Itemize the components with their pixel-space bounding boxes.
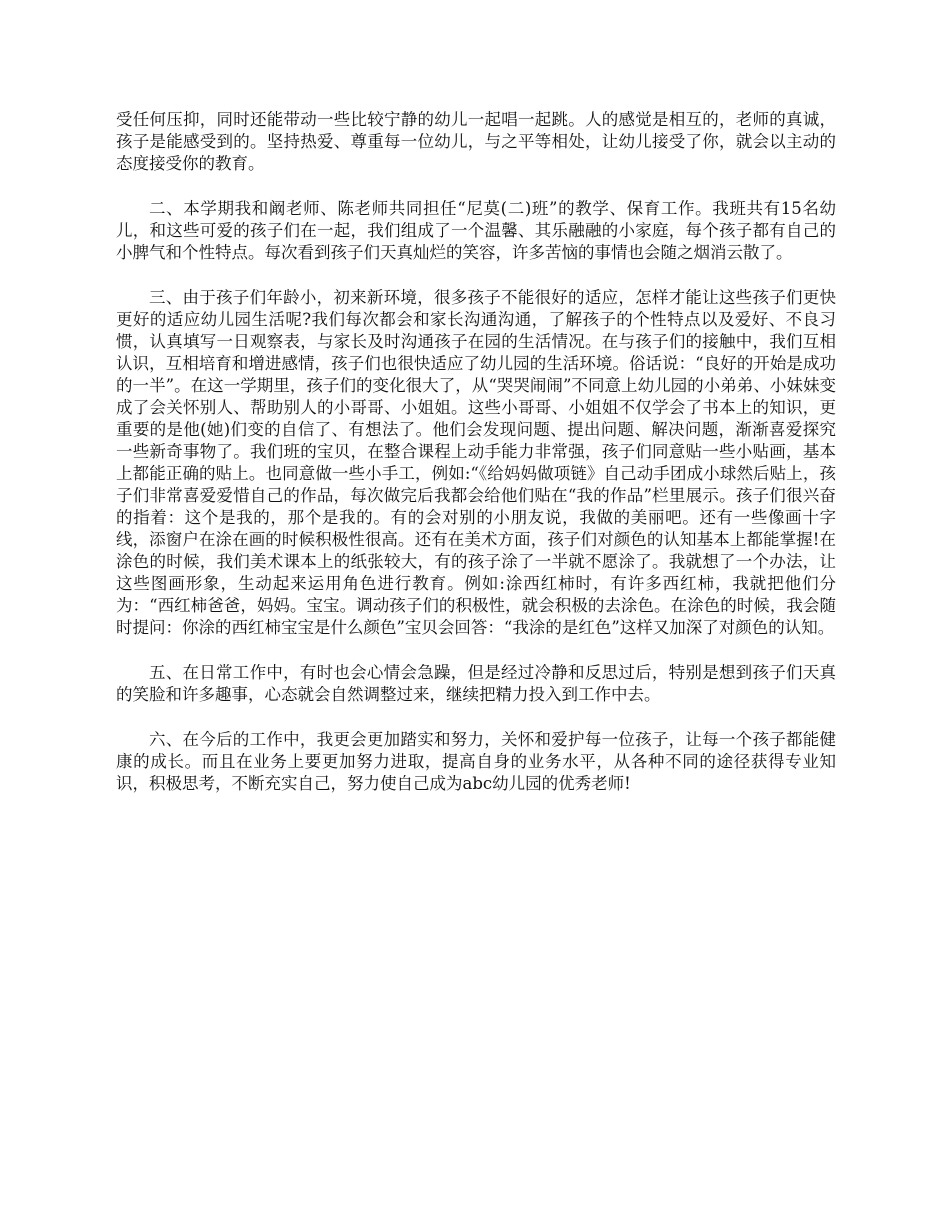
paragraph-section-5: 五、在日常工作中，有时也会心情会急躁，但是经过冷静和反思过后，特别是想到孩子们天真的笑脸和许多趣事，心态就会自然调整过来，继续把精力投入到工作中去。 <box>116 663 836 704</box>
paragraph-section-3: 三、由于孩子们年龄小，初来新环境，很多孩子不能很好的适应，怎样才能让这些孩子们更快更好的适应幼儿园生活呢?我们每次都会和家长沟通沟通，了解孩子的个性特点以及爱好、不良习惯，认真填写一日观察表，与家长及时沟通孩子在园的生活情况。在与孩子们的接触中，我们互相认识，互相培育和增进感情，孩子们也很快适应了幼儿园的生活环境。俗话说：“良好的开始是成功的一半”。在这一学期里，孩子们的变化很大了，从“哭哭闹闹”不同意上幼儿园的小弟弟、小妹妹变成了会关怀别人、帮助别人的小哥哥、小姐姐。这些小哥哥、小姐姐不仅学会了书本上的知识，更重要的是他(她)们变的自信了、有想法了。他们会发现问题、提出问题、解决问题，渐渐喜爱探究一些新奇事物了。我们班的宝贝，在整合课程上动手能力非常强，孩子们同意贴一些小贴画，基本上都能正确的贴上。也同意做一些小手工，例如:“《给妈妈做项链》自己动手团成小球然后贴上，孩子们非常喜爱爱惜自己的作品，每次做完后我都会给他们贴在“我的作品”栏里展示。孩子们很兴奋的指着：这个是我的，那个是我的。有的会对别的小朋友说，我做的美丽吧。还有一些像画十字线，添窗户在涂在画的时候积极性很高。还有在美术方面，孩子们对颜色的认知基本上都能掌握!在涂色的时候，我们美术课本上的纸张较大，有的孩子涂了一半就不愿涂了。我就想了一个办法，让这些图画形象，生动起来运用角色进行教育。例如:涂西红柿时，有许多西红柿，我就把他们分为：“西红柿爸爸，妈妈。宝宝。调动孩子们的积极性，就会积极的去涂色。在涂色的时候，我会随时提问：你涂的西红柿宝宝是什么颜色”宝贝会回答：“我涂的是红色”这样又加深了对颜色的认知。 <box>116 288 836 637</box>
paragraph-section-6: 六、在今后的工作中，我更会更加踏实和努力，关怀和爱护每一位孩子，让每一个孩子都能健康的成长。而且在业务上要更加努力进取，提高自身的业务水平，从各种不同的途径获得专业知识，积极思考，不断充实自己，努力使自己成为abc幼儿园的优秀老师! <box>116 730 836 793</box>
paragraph-section-2: 二、本学期我和阚老师、陈老师共同担任“尼莫(二)班”的教学、保育工作。我班共有15名幼儿，和这些可爱的孩子们在一起，我们组成了一个温馨、其乐融融的小家庭，每个孩子都有自己的小脾气和个性特点。每次看到孩子们天真灿烂的笑容，许多苦恼的事情也会随之烟消云散了。 <box>116 199 836 262</box>
paragraph-continuation: 受任何压抑，同时还能带动一些比较宁静的幼儿一起唱一起跳。人的感觉是相互的，老师的真诚，孩子是能感受到的。坚持热爱、尊重每一位幼儿，与之平等相处，让幼儿接受了你，就会以主动的态度接受你的教育。 <box>116 110 836 173</box>
document-page <box>116 109 836 818</box>
